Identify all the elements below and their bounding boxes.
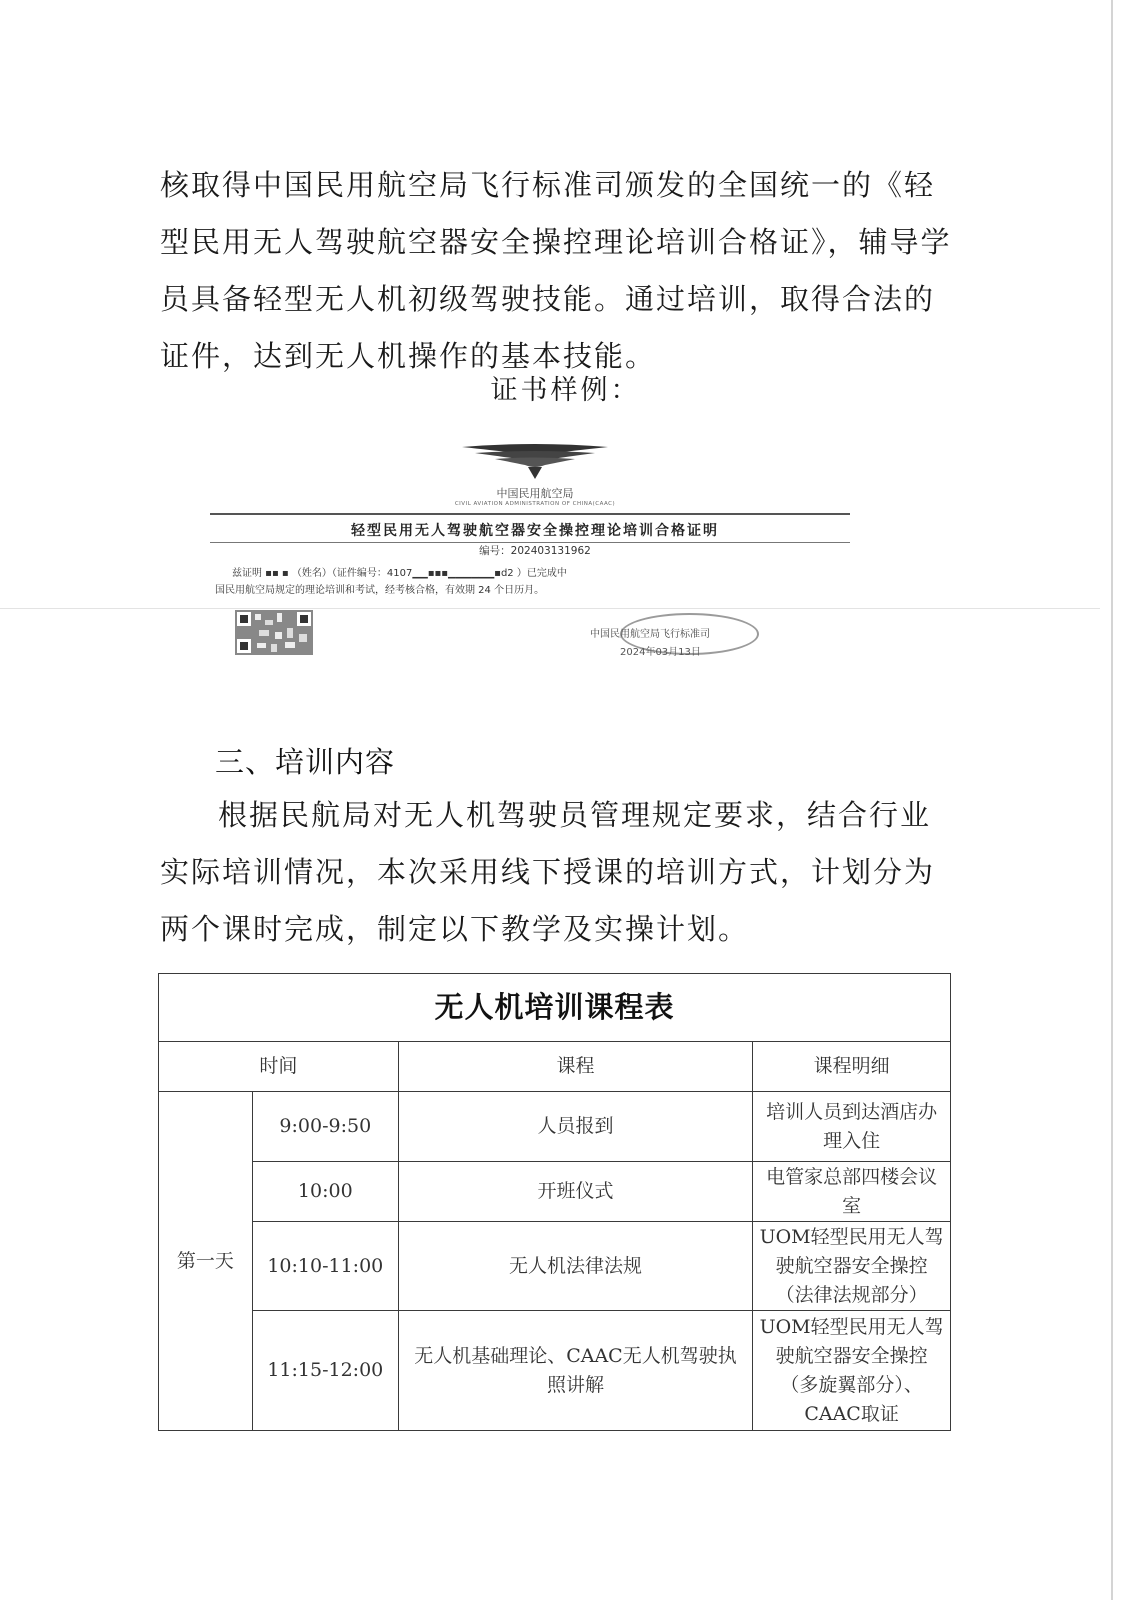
table-row bbox=[159, 1162, 951, 1222]
certificate-caption: 证书样例： bbox=[490, 375, 641, 406]
row-time: 9:00-9:50 bbox=[252, 1092, 398, 1162]
table-title: 无人机培训课程表 bbox=[159, 974, 951, 1042]
course-schedule-table bbox=[158, 973, 951, 1431]
table-row bbox=[159, 1311, 951, 1431]
section-heading: 三、培训内容 bbox=[215, 745, 396, 779]
certificate-date: 2024年03月13日 bbox=[620, 647, 701, 658]
certificate-number: 编号：202403131962 bbox=[479, 545, 591, 557]
certificate-issuer: 中国民用航空局飞行标准司 bbox=[590, 629, 710, 640]
table-row bbox=[159, 1092, 951, 1162]
table-header-row bbox=[159, 1042, 951, 1092]
day-label: 第一天 bbox=[159, 1092, 253, 1431]
certificate-sample bbox=[210, 435, 860, 685]
table-row bbox=[159, 1222, 951, 1311]
row-detail: UOM轻型民用无人驾驶航空器安全操控（多旋翼部分）、CAAC取证 bbox=[753, 1311, 951, 1431]
section-body-paragraph: 根据民航局对无人机驾驶员管理规定要求，结合行业实际培训情况，本次采用线下授课的培训方式，计划分为两个课时完成，制定以下教学及实操计划。 bbox=[160, 798, 936, 946]
row-time: 10:00 bbox=[252, 1162, 398, 1222]
header-detail: 课程明细 bbox=[753, 1042, 951, 1092]
row-course: 无人机法律法规 bbox=[398, 1222, 752, 1311]
row-course: 开班仪式 bbox=[398, 1162, 752, 1222]
row-detail: UOM轻型民用无人驾驶航空器安全操控（法律法规部分） bbox=[753, 1222, 951, 1311]
row-time: 10:10-11:00 bbox=[252, 1222, 398, 1311]
header-time: 时间 bbox=[159, 1042, 399, 1092]
certificate-title: 轻型民用无人驾驶航空器安全操控理论培训合格证明 bbox=[351, 523, 719, 539]
certificate-text-line-2: 国民用航空局规定的理论培训和考试，经考核合格，有效期 24 个日历月。 bbox=[215, 585, 545, 596]
certificate-text-line-1: 兹证明 ▪▪ ▪ （姓名）（证件编号：4107▁▁▪▪▪▁▁▁▁▁▁▪d2 ）已完成中 bbox=[232, 568, 567, 579]
qr-code-icon bbox=[235, 610, 313, 655]
header-course: 课程 bbox=[398, 1042, 752, 1092]
certificate-org-name-en: CIVIL AVIATION ADMINISTRATION OF CHINA(CAAC) bbox=[454, 501, 616, 507]
intro-paragraph: 核取得中国民用航空局飞行标准司颁发的全国统一的《轻型民用无人驾驶航空器安全操控理论培训合格证》，辅导学员具备轻型无人机初级驾驶技能。通过培训，取得合法的证件，达到无人机操作的基本技能。 bbox=[160, 168, 952, 373]
row-course: 人员报到 bbox=[398, 1092, 752, 1162]
row-time: 11:15-12:00 bbox=[252, 1311, 398, 1431]
caac-logo-icon bbox=[460, 443, 610, 483]
scan-artifact-line bbox=[0, 608, 1100, 609]
page-edge bbox=[1111, 0, 1113, 1600]
row-detail: 培训人员到达酒店办理入住 bbox=[753, 1092, 951, 1162]
row-detail: 电管家总部四楼会议室 bbox=[753, 1162, 951, 1222]
certificate-org-name: 中国民用航空局 bbox=[496, 487, 574, 500]
row-course: 无人机基础理论、CAAC无人机驾驶执照讲解 bbox=[398, 1311, 752, 1431]
certificate-rule bbox=[210, 513, 850, 515]
